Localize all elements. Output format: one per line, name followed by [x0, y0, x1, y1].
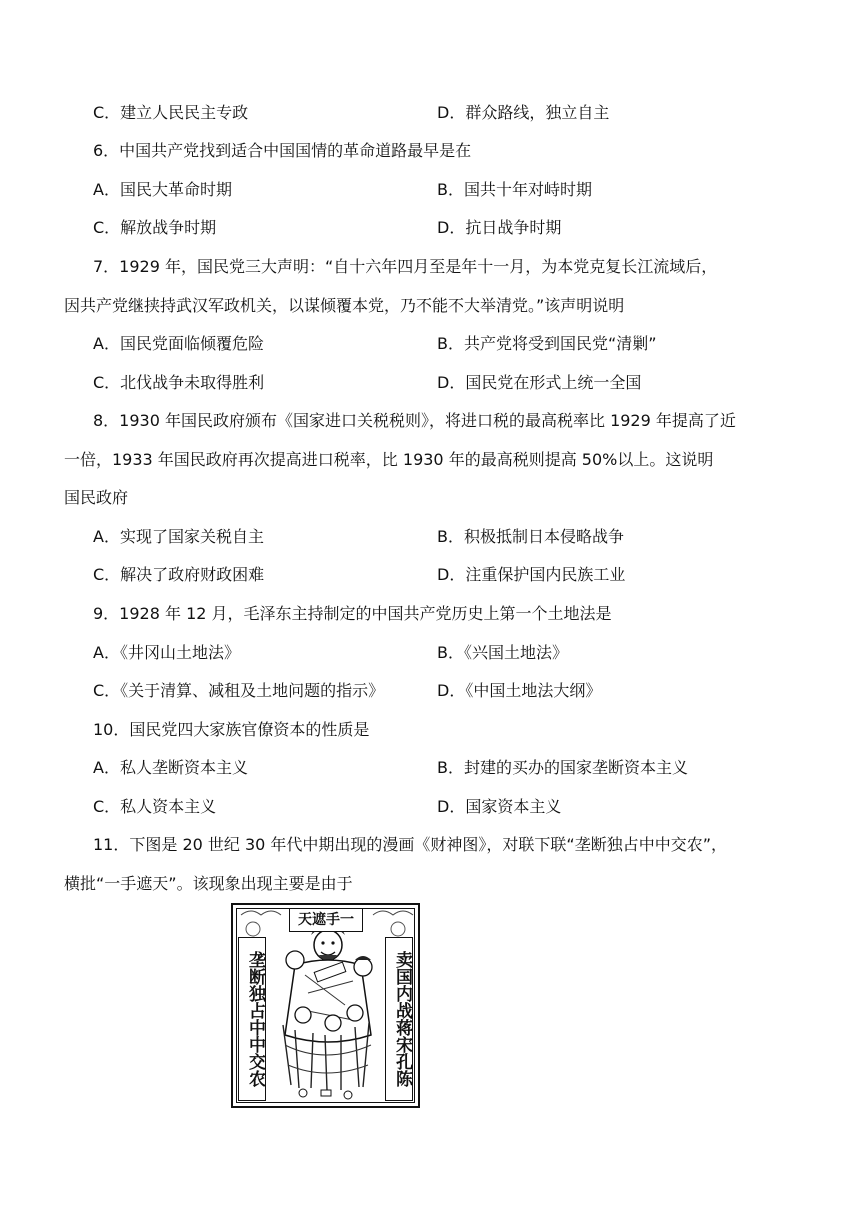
q7-option-c: C．北伐战争未取得胜利	[93, 373, 265, 392]
q8-stem-line2: 一倍，1933 年国民政府再次提高进口税率，比 1930 年的最高税则提高 50%以上。这说明	[64, 450, 714, 469]
q11-stem-line1: 11．下图是 20 世纪 30 年代中期出现的漫画《财神图》，对联下联“垄断独占中中交农”，	[93, 835, 728, 854]
q6-option-c: C．解放战争时期	[93, 218, 217, 237]
q8-stem-line3: 国民政府	[64, 488, 129, 507]
q10-stem: 10．国民党四大家族官僚资本的性质是	[93, 720, 370, 739]
cartoon-right-couplet: 卖国内战蒋宋孔陈	[385, 937, 413, 1101]
q9-option-c: C．《关于清算、减租及土地问题的指示》	[93, 681, 385, 700]
q7-option-b: B．共产党将受到国民党“清剿”	[437, 334, 657, 353]
q7-stem-line2: 因共产党继挟持武汉军政机关，以谋倾覆本党，乃不能不大举清党。”该声明说明	[64, 296, 625, 315]
q7-option-a: A．国民党面临倾覆危险	[93, 334, 264, 353]
q10-option-b: B．封建的买办的国家垄断资本主义	[437, 758, 688, 777]
q8-option-d: D．注重保护国内民族工业	[437, 565, 626, 584]
q5-option-d: D．群众路线，独立自主	[437, 103, 610, 122]
caishen-cartoon-image	[231, 903, 420, 1108]
q8-option-b: B．积极抵制日本侵略战争	[437, 527, 624, 546]
q10-option-c: C．私人资本主义	[93, 797, 217, 816]
q9-stem: 9．1928 年 12 月，毛泽东主持制定的中国共产党历史上第一个土地法是	[93, 604, 612, 623]
q6-option-a: A．国民大革命时期	[93, 180, 232, 199]
q10-option-a: A．私人垄断资本主义	[93, 758, 248, 777]
q6-stem: 6．中国共产党找到适合中国国情的革命道路最早是在	[93, 141, 472, 160]
q6-option-b: B．国共十年对峙时期	[437, 180, 592, 199]
q10-option-d: D．国家资本主义	[437, 797, 562, 816]
q11-stem-line2: 横批“一手遮天”。该现象出现主要是由于	[64, 874, 353, 893]
q9-option-d: D．《中国土地法大纲》	[437, 681, 602, 700]
q6-option-d: D．抗日战争时期	[437, 218, 562, 237]
cartoon-left-couplet: 垄断独占中中交农	[238, 937, 266, 1101]
q9-option-b: B．《兴国土地法》	[437, 643, 568, 662]
q8-stem-line1: 8．1930 年国民政府颁布《国家进口关税税则》，将进口税的最高税率比 1929 年提高了近	[93, 411, 736, 430]
q7-stem-line1: 7．1929 年，国民党三大声明：“自十六年四月至是年十一月，为本党克复长江流域后，	[93, 257, 718, 276]
q5-option-c: C．建立人民民主专政	[93, 103, 249, 122]
q9-option-a: A．《井冈山土地法》	[93, 643, 240, 662]
q8-option-c: C．解决了政府财政困难	[93, 565, 265, 584]
q8-option-a: A．实现了国家关税自主	[93, 527, 264, 546]
cartoon-banner-text: 天遮手一	[289, 908, 363, 932]
q7-option-d: D．国民党在形式上统一全国	[437, 373, 642, 392]
